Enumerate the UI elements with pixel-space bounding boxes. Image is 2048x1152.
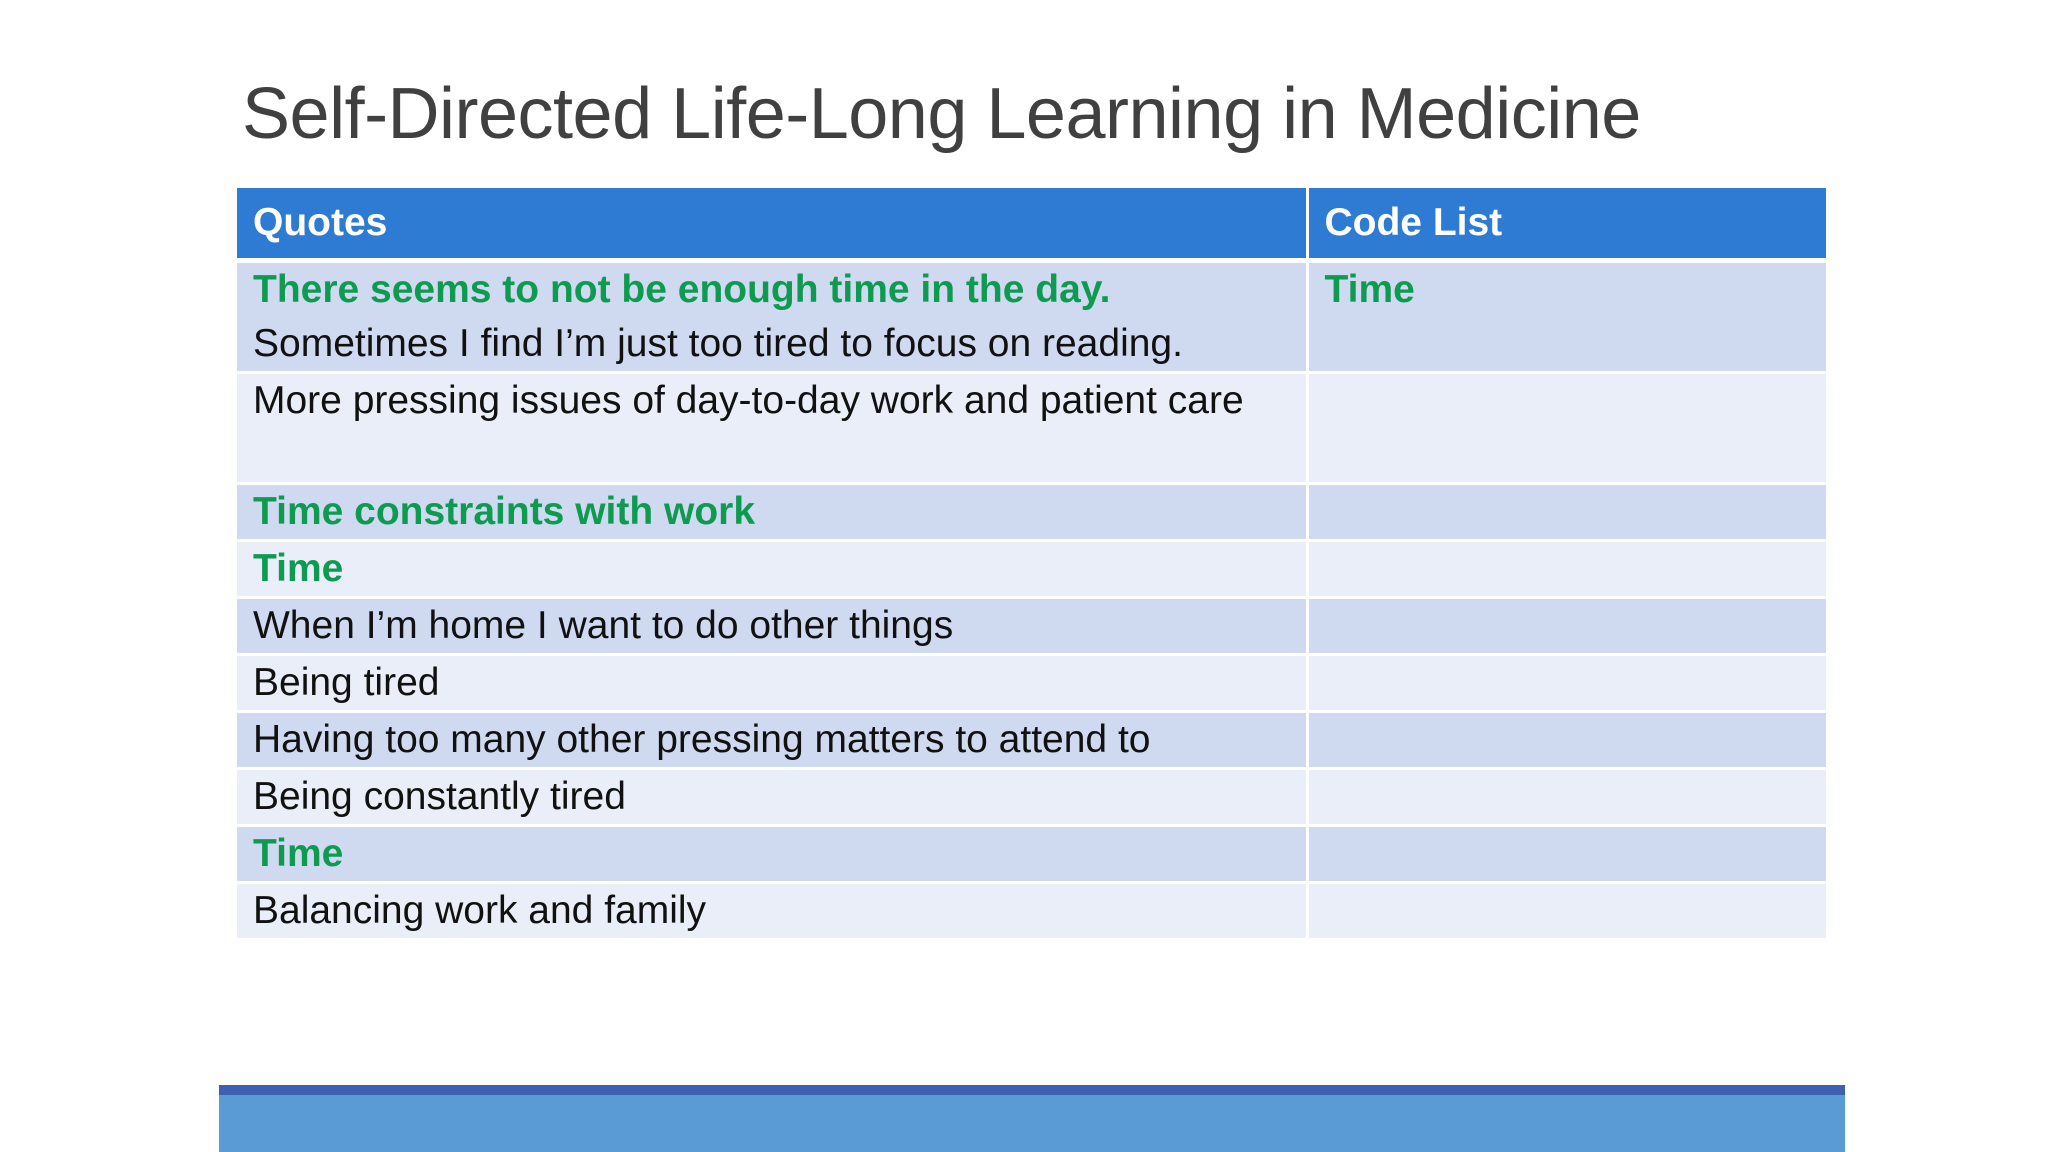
slide-title: Self-Directed Life-Long Learning in Medicine <box>242 74 1641 154</box>
code-cell <box>1307 541 1826 598</box>
table-row <box>237 826 1826 883</box>
table-row <box>237 769 1826 826</box>
quote-cell <box>237 712 1307 769</box>
quote-text: When I’m home I want to do other things <box>253 604 954 647</box>
table-row <box>237 484 1826 541</box>
quote-text: Being constantly tired <box>253 775 626 818</box>
code-cell <box>1307 826 1826 883</box>
footer-band <box>219 1085 1845 1152</box>
table-row <box>237 883 1826 940</box>
code-cell <box>1307 769 1826 826</box>
code-cell <box>1307 883 1826 940</box>
quote-cell <box>237 484 1307 541</box>
table-header-row <box>237 188 1826 261</box>
table-row <box>237 373 1826 484</box>
table-row <box>237 655 1826 712</box>
header-quotes: Quotes <box>237 188 1307 261</box>
code-cell <box>1307 598 1826 655</box>
quote-cell <box>237 883 1307 940</box>
table-row <box>237 712 1826 769</box>
quote-highlight: Time <box>253 547 344 590</box>
quote-text: Being tired <box>253 661 440 704</box>
quote-highlight: Time constraints with work <box>253 490 756 533</box>
quote-cell <box>237 598 1307 655</box>
quote-cell <box>237 261 1307 373</box>
quote-text: Having too many other pressing matters to attend to <box>253 718 1151 761</box>
table-row <box>237 598 1826 655</box>
quote-cell <box>237 826 1307 883</box>
quote-text: Sometimes I find I’m just too tired to focus on reading. <box>253 322 1183 365</box>
quote-cell <box>237 655 1307 712</box>
code-text: Time <box>1324 268 1415 311</box>
quote-text: Balancing work and family <box>253 889 707 932</box>
header-code-list: Code List <box>1307 188 1826 261</box>
quote-text: More pressing issues of day-to-day work and patient care <box>253 379 1244 422</box>
quotes-table <box>237 188 1826 941</box>
table-row <box>237 261 1826 373</box>
code-cell <box>1307 261 1826 373</box>
quote-cell <box>237 541 1307 598</box>
code-cell <box>1307 373 1826 484</box>
quote-highlight: Time <box>253 832 344 875</box>
code-cell <box>1307 484 1826 541</box>
quote-highlight: There seems to not be enough time in the day. <box>253 268 1111 311</box>
table-row <box>237 541 1826 598</box>
code-cell <box>1307 712 1826 769</box>
code-cell <box>1307 655 1826 712</box>
quote-cell <box>237 769 1307 826</box>
quote-cell <box>237 373 1307 484</box>
